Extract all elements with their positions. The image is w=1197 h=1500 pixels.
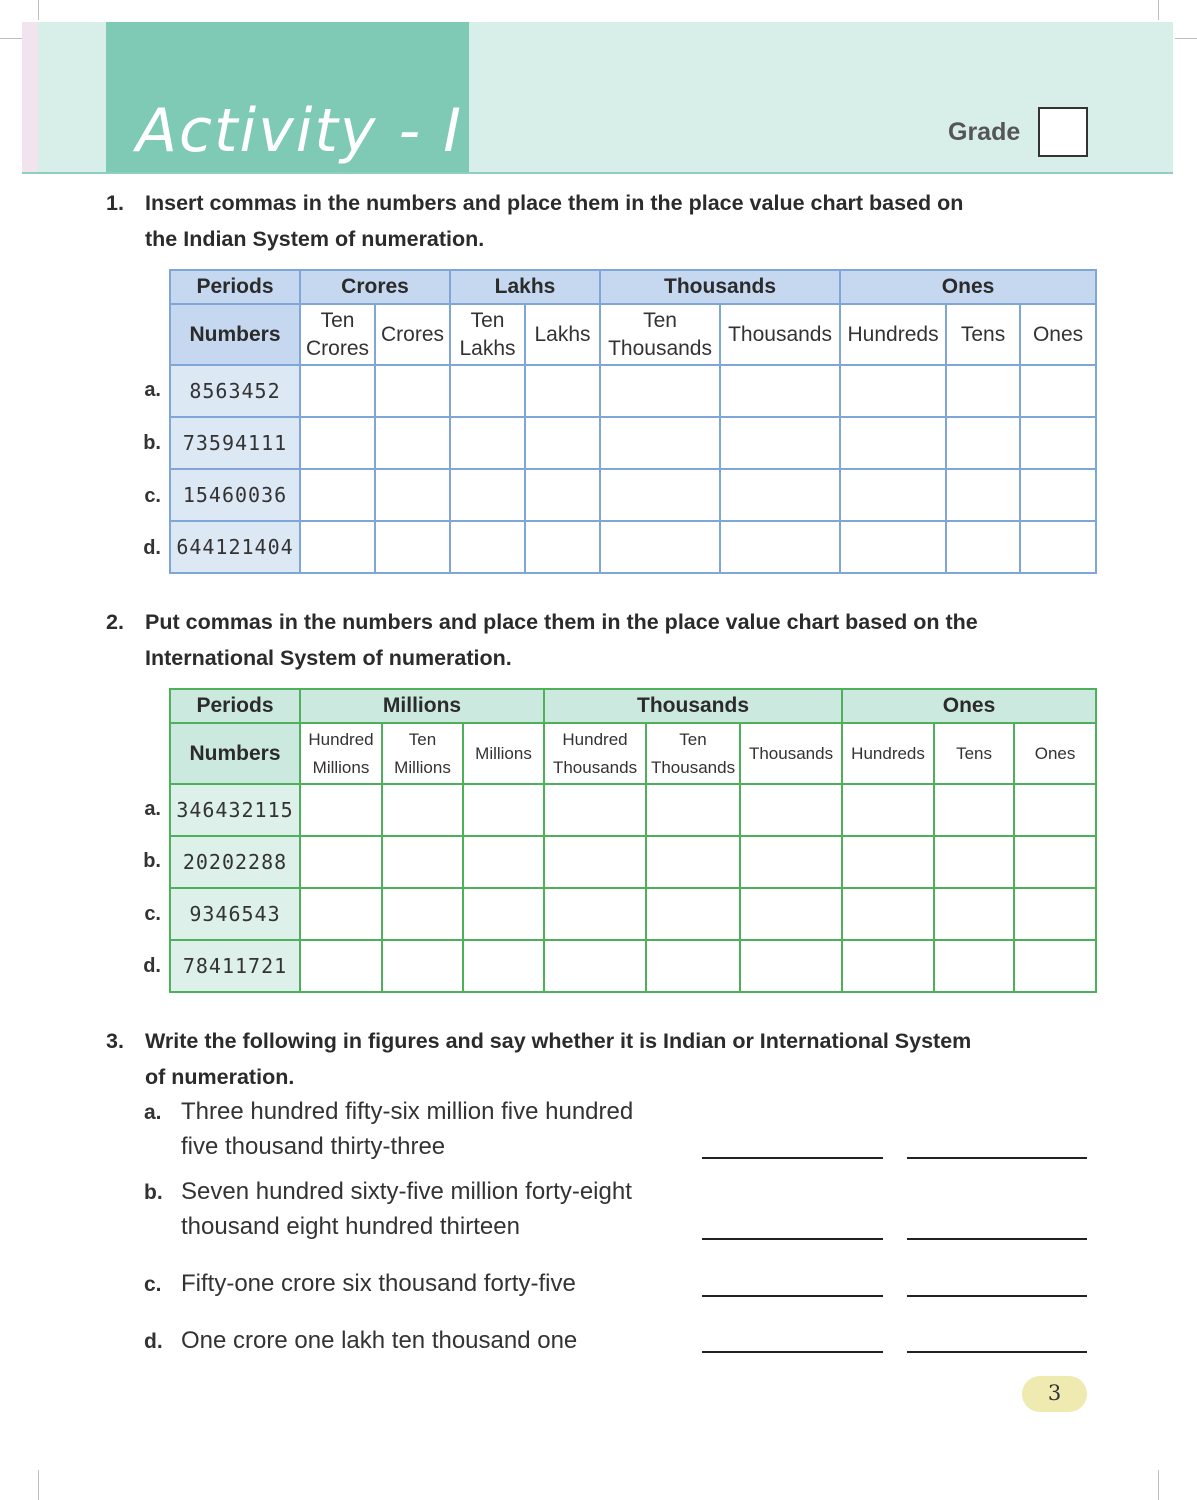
place-ones: Ones <box>1014 723 1096 784</box>
period-thousands: Thousands <box>600 270 840 304</box>
answer-cell[interactable] <box>463 940 544 992</box>
row-number: 8563452 <box>170 365 300 417</box>
place-hundred-thousands: Hundred Thousands <box>544 723 646 784</box>
answer-figure-line[interactable] <box>702 1351 883 1353</box>
answer-cell[interactable] <box>842 888 934 940</box>
row-label: b. <box>143 432 161 454</box>
answer-cell[interactable] <box>375 365 450 417</box>
answer-cell[interactable] <box>300 521 375 573</box>
answer-cell[interactable] <box>544 888 646 940</box>
place-hundred-millions: Hundred Millions <box>300 723 382 784</box>
row-label: b. <box>143 850 161 872</box>
answer-cell[interactable] <box>720 417 840 469</box>
answer-cell[interactable] <box>646 940 740 992</box>
place-ten-thousands: Ten Thousands <box>646 723 740 784</box>
crop-mark <box>38 1470 39 1500</box>
answer-cell[interactable] <box>382 888 463 940</box>
answer-cell[interactable] <box>375 521 450 573</box>
answer-cell[interactable] <box>600 521 720 573</box>
item-label: d. <box>144 1330 163 1353</box>
answer-cell[interactable] <box>525 469 600 521</box>
grade-label: Grade <box>948 118 1021 146</box>
answer-cell[interactable] <box>946 521 1020 573</box>
answer-cell[interactable] <box>842 940 934 992</box>
answer-cell[interactable] <box>375 417 450 469</box>
answer-cell[interactable] <box>544 784 646 836</box>
table-row <box>170 888 1096 940</box>
question-text-line-2: International System of numeration. <box>145 646 512 670</box>
answer-cell[interactable] <box>382 836 463 888</box>
answer-cell[interactable] <box>1014 784 1096 836</box>
answer-cell[interactable] <box>525 365 600 417</box>
row-number: 15460036 <box>170 469 300 521</box>
item-label: b. <box>144 1181 163 1204</box>
answer-cell[interactable] <box>1014 888 1096 940</box>
answer-figure-line[interactable] <box>702 1157 883 1159</box>
answer-cell[interactable] <box>463 784 544 836</box>
answer-cell[interactable] <box>946 469 1020 521</box>
answer-cell[interactable] <box>463 836 544 888</box>
answer-cell[interactable] <box>1020 365 1096 417</box>
place-hundreds: Hundreds <box>842 723 934 784</box>
page-title: Activity - I <box>136 96 463 166</box>
answer-cell[interactable] <box>300 365 375 417</box>
grade-box[interactable] <box>1038 107 1088 157</box>
place-hundreds: Hundreds <box>840 304 946 365</box>
answer-cell[interactable] <box>934 784 1014 836</box>
answer-cell[interactable] <box>842 784 934 836</box>
question-number: 2. <box>106 610 124 634</box>
answer-cell[interactable] <box>740 940 842 992</box>
answer-cell[interactable] <box>525 521 600 573</box>
answer-cell[interactable] <box>646 784 740 836</box>
row-label: d. <box>143 955 161 977</box>
item-text: Three hundred fifty-six million five hundred five thousand thirty-three <box>181 1098 634 1160</box>
question-number: 1. <box>106 191 124 215</box>
place-tens: Tens <box>934 723 1014 784</box>
period-crores: Crores <box>300 270 450 304</box>
row-label: c. <box>144 903 161 925</box>
table-row <box>170 940 1096 992</box>
answer-cell[interactable] <box>300 940 382 992</box>
question-text-line-1: Put commas in the numbers and place them in the place value chart based on the <box>145 610 978 634</box>
place-ten-lakhs: Ten Lakhs <box>450 304 525 365</box>
place-tens: Tens <box>946 304 1020 365</box>
international-place-value-table <box>169 688 1097 993</box>
question-number: 3. <box>106 1029 124 1053</box>
question-2 <box>106 604 1096 676</box>
table-row <box>170 365 1096 417</box>
answer-cell[interactable] <box>600 365 720 417</box>
answer-cell[interactable] <box>300 417 375 469</box>
answer-cell[interactable] <box>934 888 1014 940</box>
answer-cell[interactable] <box>1014 940 1096 992</box>
place-crores: Crores <box>375 304 450 365</box>
table-row <box>170 521 1096 573</box>
row-number: 346432115 <box>170 784 300 836</box>
question-text-line-1: Insert commas in the numbers and place them in the place value chart based on <box>145 191 964 215</box>
place-thousands: Thousands <box>740 723 842 784</box>
answer-cell[interactable] <box>600 417 720 469</box>
place-ones: Ones <box>1020 304 1096 365</box>
item-text: Seven hundred sixty-five million forty-eight thousand eight hundred thirteen <box>181 1178 632 1240</box>
item-label: c. <box>144 1273 162 1296</box>
answer-cell[interactable] <box>450 521 525 573</box>
table-row <box>170 836 1096 888</box>
row-number: 78411721 <box>170 940 300 992</box>
answer-cell[interactable] <box>544 836 646 888</box>
period-lakhs: Lakhs <box>450 270 600 304</box>
answer-system-line[interactable] <box>907 1295 1087 1297</box>
question-text-line-2: the Indian System of numeration. <box>145 227 485 251</box>
answer-system-line[interactable] <box>907 1238 1087 1240</box>
answer-cell[interactable] <box>720 365 840 417</box>
row-label: d. <box>143 537 161 559</box>
answer-cell[interactable] <box>600 469 720 521</box>
answer-system-line[interactable] <box>907 1157 1087 1159</box>
row-number: 20202288 <box>170 836 300 888</box>
numbers-header: Numbers <box>170 304 300 365</box>
item-label: a. <box>144 1101 162 1124</box>
row-number: 9346543 <box>170 888 300 940</box>
indian-place-value-table <box>169 269 1097 574</box>
answer-cell[interactable] <box>646 836 740 888</box>
crop-mark <box>0 38 22 39</box>
answer-cell[interactable] <box>300 784 382 836</box>
header-strip <box>22 22 38 172</box>
row-label: a. <box>144 798 161 820</box>
answer-cell[interactable] <box>646 888 740 940</box>
answer-cell[interactable] <box>842 836 934 888</box>
answer-cell[interactable] <box>375 469 450 521</box>
answer-cell[interactable] <box>525 417 600 469</box>
place-millions: Millions <box>463 723 544 784</box>
place-ten-thousands: Ten Thousands <box>600 304 720 365</box>
question-text-line-1: Write the following in figures and say whether it is Indian or International System <box>145 1029 972 1053</box>
question-3 <box>106 1023 1106 1095</box>
answer-cell[interactable] <box>450 469 525 521</box>
period-ones: Ones <box>840 270 1096 304</box>
table-row <box>170 417 1096 469</box>
answer-cell[interactable] <box>840 521 946 573</box>
answer-cell[interactable] <box>300 836 382 888</box>
table-row <box>170 784 1096 836</box>
place-ten-millions: Ten Millions <box>382 723 463 784</box>
answer-cell[interactable] <box>300 469 375 521</box>
crop-mark <box>1175 38 1197 39</box>
crop-mark <box>38 0 39 20</box>
answer-cell[interactable] <box>463 888 544 940</box>
row-label: c. <box>144 485 161 507</box>
answer-cell[interactable] <box>382 784 463 836</box>
answer-figure-line[interactable] <box>702 1238 883 1240</box>
answer-cell[interactable] <box>720 521 840 573</box>
answer-cell[interactable] <box>544 940 646 992</box>
row-label: a. <box>144 379 161 401</box>
answer-cell[interactable] <box>450 417 525 469</box>
answer-system-line[interactable] <box>907 1351 1087 1353</box>
period-millions: Millions <box>300 689 544 723</box>
place-lakhs: Lakhs <box>525 304 600 365</box>
place-thousands: Thousands <box>720 304 840 365</box>
periods-header: Periods <box>170 270 300 304</box>
periods-header: Periods <box>170 689 300 723</box>
answer-cell[interactable] <box>946 365 1020 417</box>
answer-cell[interactable] <box>740 836 842 888</box>
answer-cell[interactable] <box>382 940 463 992</box>
page-number: 3 <box>1047 1381 1062 1405</box>
answer-cell[interactable] <box>740 888 842 940</box>
period-thousands: Thousands <box>544 689 842 723</box>
answer-cell[interactable] <box>934 836 1014 888</box>
answer-cell[interactable] <box>740 784 842 836</box>
place-ten-crores: Ten Crores <box>300 304 375 365</box>
item-text: One crore one lakh ten thousand one <box>181 1327 578 1354</box>
crop-mark <box>1158 1470 1159 1500</box>
answer-cell[interactable] <box>1020 521 1096 573</box>
row-number: 644121404 <box>170 521 300 573</box>
table-row <box>170 469 1096 521</box>
answer-cell[interactable] <box>720 469 840 521</box>
crop-mark <box>1158 0 1159 20</box>
question-1 <box>106 185 1086 257</box>
answer-cell[interactable] <box>934 940 1014 992</box>
answer-cell[interactable] <box>1020 417 1096 469</box>
answer-cell[interactable] <box>450 365 525 417</box>
answer-cell[interactable] <box>840 417 946 469</box>
answer-cell[interactable] <box>1014 836 1096 888</box>
answer-figure-line[interactable] <box>702 1295 883 1297</box>
numbers-header: Numbers <box>170 723 300 784</box>
answer-cell[interactable] <box>1020 469 1096 521</box>
answer-cell[interactable] <box>840 469 946 521</box>
item-text: Fifty-one crore six thousand forty-five <box>181 1270 576 1297</box>
answer-cell[interactable] <box>946 417 1020 469</box>
period-ones: Ones <box>842 689 1096 723</box>
row-number: 73594111 <box>170 417 300 469</box>
answer-cell[interactable] <box>300 888 382 940</box>
question-text-line-2: of numeration. <box>145 1065 295 1089</box>
header-underline <box>22 172 1173 174</box>
answer-cell[interactable] <box>840 365 946 417</box>
